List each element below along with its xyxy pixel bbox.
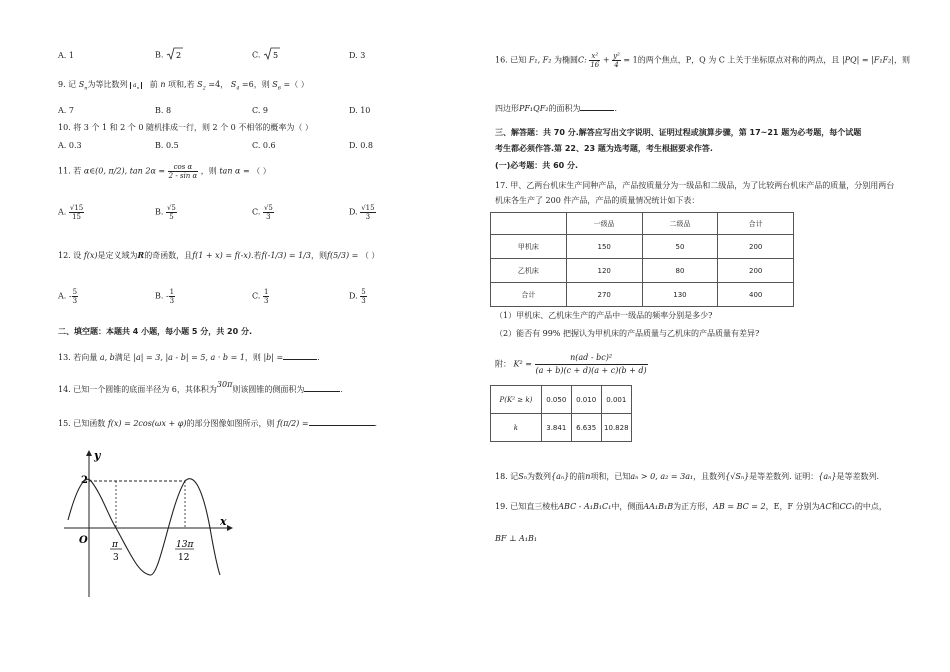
q11-option-b: B. $\frac{√5}{5}$ <box>155 204 176 221</box>
question-16: 16. 已知 F₁, F₂ 为椭圆C: $\frac{\text{x²}}{16}$ + $\frac{\text{y²}}{4}$ = 1的两个焦点，P，Q 为 C 上关于坐标原点对称的两点，且 |PQ| = |F₁F₂|，则 <box>495 52 910 69</box>
q12-option-a: A. - $\frac{5}{3}$ <box>58 288 78 305</box>
q12-option-d: D. $\frac{5}{3}$ <box>349 288 366 305</box>
cosine-graph <box>60 445 240 605</box>
sqrt-symbol-icon <box>166 47 184 61</box>
tick-label-13pi-12-num: 13π <box>176 540 194 550</box>
svg-text:2: 2 <box>175 51 182 60</box>
question-14: 14. 已知一个圆锥的底面半径为 6，其体积为30π则该圆锥的侧面积为 . <box>58 380 343 394</box>
table-row: 合计 270 130 400 <box>491 283 794 307</box>
answer-blank[interactable] <box>283 351 317 360</box>
table-row: k 3.841 6.635 10.828 <box>491 414 632 442</box>
answer-blank[interactable] <box>309 417 375 426</box>
question-17-sub-1: （1）甲机床、乙机床生产的产品中一级品的频率分别是多少? <box>495 311 713 320</box>
critical-value-table <box>490 385 632 442</box>
svg-text:5: 5 <box>272 51 279 60</box>
q11-fraction: $\frac{\text{cos α}}{\text{2 - sin α}}$ <box>168 163 198 180</box>
tick-label-pi-3-den: 3 <box>113 553 119 563</box>
question-15: 15. 已知函数 f(x) = 2cos(ωx + φ)的部分图像如图所示，则 f(π/2) = . <box>58 419 378 428</box>
q11-option-c: C. $\frac{√5}{3}$ <box>252 204 273 221</box>
question-11: 11. 若 α∈(0, π/2), tan 2α = $\frac{\text{cos α}}{\text{2 - sin α}}$ ，则 tan α = （ ） <box>58 163 271 180</box>
table-row: 乙机床 120 80 200 <box>491 259 794 283</box>
question-19-line-2: BF ⊥ A₁B₁ <box>495 534 538 543</box>
q12-option-c: C. $\frac{1}{3}$ <box>252 288 269 305</box>
table-row: 甲机床 150 50 200 <box>491 235 794 259</box>
section-3-heading-line-2: 考生都必须作答.第 22、23 题为选考题，考生根据要求作答. <box>495 144 713 153</box>
chi-square-formula: 附： K² = $\frac{\text{n(ad - bc)²}}{(a + b)(c + d)(a + c)(b + d)}$ <box>495 353 647 375</box>
question-13: 13. 若向量 a, b满足 |a| = 3, |a - b| = 5, a · b = 1，则 |b| = . <box>58 353 320 362</box>
section-3-heading-line-1: 三、解答题：共 70 分.解答应写出文字说明、证明过程或演算步骤，第 17~21 题为必考题，每个试题 <box>495 128 862 137</box>
question-17-sub-2: （2）能否有 99% 把握认为甲机床的产品质量与乙机床的产品质量有差异? <box>495 329 760 338</box>
q9-option-b: B. 8 <box>155 106 172 115</box>
q8-option-a: A. 1 <box>58 51 74 60</box>
q11-option-d: D. $\frac{√15}{3}$ <box>349 204 375 221</box>
answer-blank[interactable] <box>304 383 340 392</box>
x-axis-label: x <box>220 515 227 528</box>
question-17-line-2: 机床各生产了 200 件产品，产品的质量情况统计如下表： <box>495 196 700 205</box>
quality-table <box>490 212 794 307</box>
q11-option-a: A. $\frac{√15}{15}$ <box>58 204 84 221</box>
question-19: 19. 已知直三棱柱ABC - A₁B₁C₁中，侧面AA₁B₁B为正方形，AB = BC = 2，E，F 分别为AC和CC₁的中点， <box>495 502 887 511</box>
q10-option-d: D. 0.8 <box>349 141 373 150</box>
q10-option-c: C. 0.6 <box>252 141 276 150</box>
question-9: 9. 记 $S_n$为等比数列 $a_n$ 前 n 项和,若 $S_2 =4$， $S_4 =6$，则 $S_6$ =（ ） <box>58 80 309 92</box>
question-12: 12. 设 f(x)是定义域为R的奇函数，且f(1 + x) = f(-x).若f(-1/3) = 1/3，则f(5/3) = （ ） <box>58 250 380 260</box>
y-value-label: 2 <box>81 475 88 486</box>
y-axis-label: y <box>94 449 101 462</box>
question-10: 10. 将 3 个 1 和 2 个 0 随机排成一行，则 2 个 0 不相邻的概率为（ ） <box>58 123 313 132</box>
q8-option-d: D. 3 <box>349 51 366 60</box>
question-18: 18. 记Sₙ为数列{aₙ}的前n项和，已知aₙ > 0, a₂ = 3a₁，且数列{√Sₙ}是等差数列. 证明：{aₙ}是等差数列. <box>495 472 880 481</box>
cosine-curve <box>68 479 220 575</box>
origin-label: O <box>79 535 88 546</box>
q10-option-b: B. 0.5 <box>155 141 179 150</box>
required-heading: (一)必考题：共 60 分. <box>495 161 579 170</box>
table-row: P(K² ≥ k) 0.050 0.010 0.001 <box>491 386 632 414</box>
tick-label-pi-3-num: π <box>112 540 118 550</box>
question-17-line-1: 17. 甲、乙两台机床生产同种产品，产品按质量分为一级品和二级品，为了比较两台机床产品的质量，分别用两台 <box>495 181 895 190</box>
answer-blank[interactable] <box>580 102 614 111</box>
q9-option-d: D. 10 <box>349 106 371 115</box>
question-16-line-2: 四边形PF₁QF₂的面积为 . <box>495 104 618 113</box>
q10-option-a: A. 0.3 <box>58 141 82 150</box>
tick-label-13pi-12-den: 12 <box>178 553 190 563</box>
sqrt-symbol-icon <box>263 47 281 61</box>
q9-option-a: A. 7 <box>58 106 74 115</box>
section-2-heading: 二、填空题：本题共 4 小题，每小题 5 分，共 20 分. <box>58 327 253 336</box>
q12-option-b: B. - $\frac{1}{3}$ <box>155 288 175 305</box>
q8-option-c: C. 5 <box>252 47 281 64</box>
table-header-row: 一级品 二级品 合计 <box>491 213 794 235</box>
q8-option-b: B. 2 <box>155 47 184 64</box>
q9-option-c: C. 9 <box>252 106 269 115</box>
